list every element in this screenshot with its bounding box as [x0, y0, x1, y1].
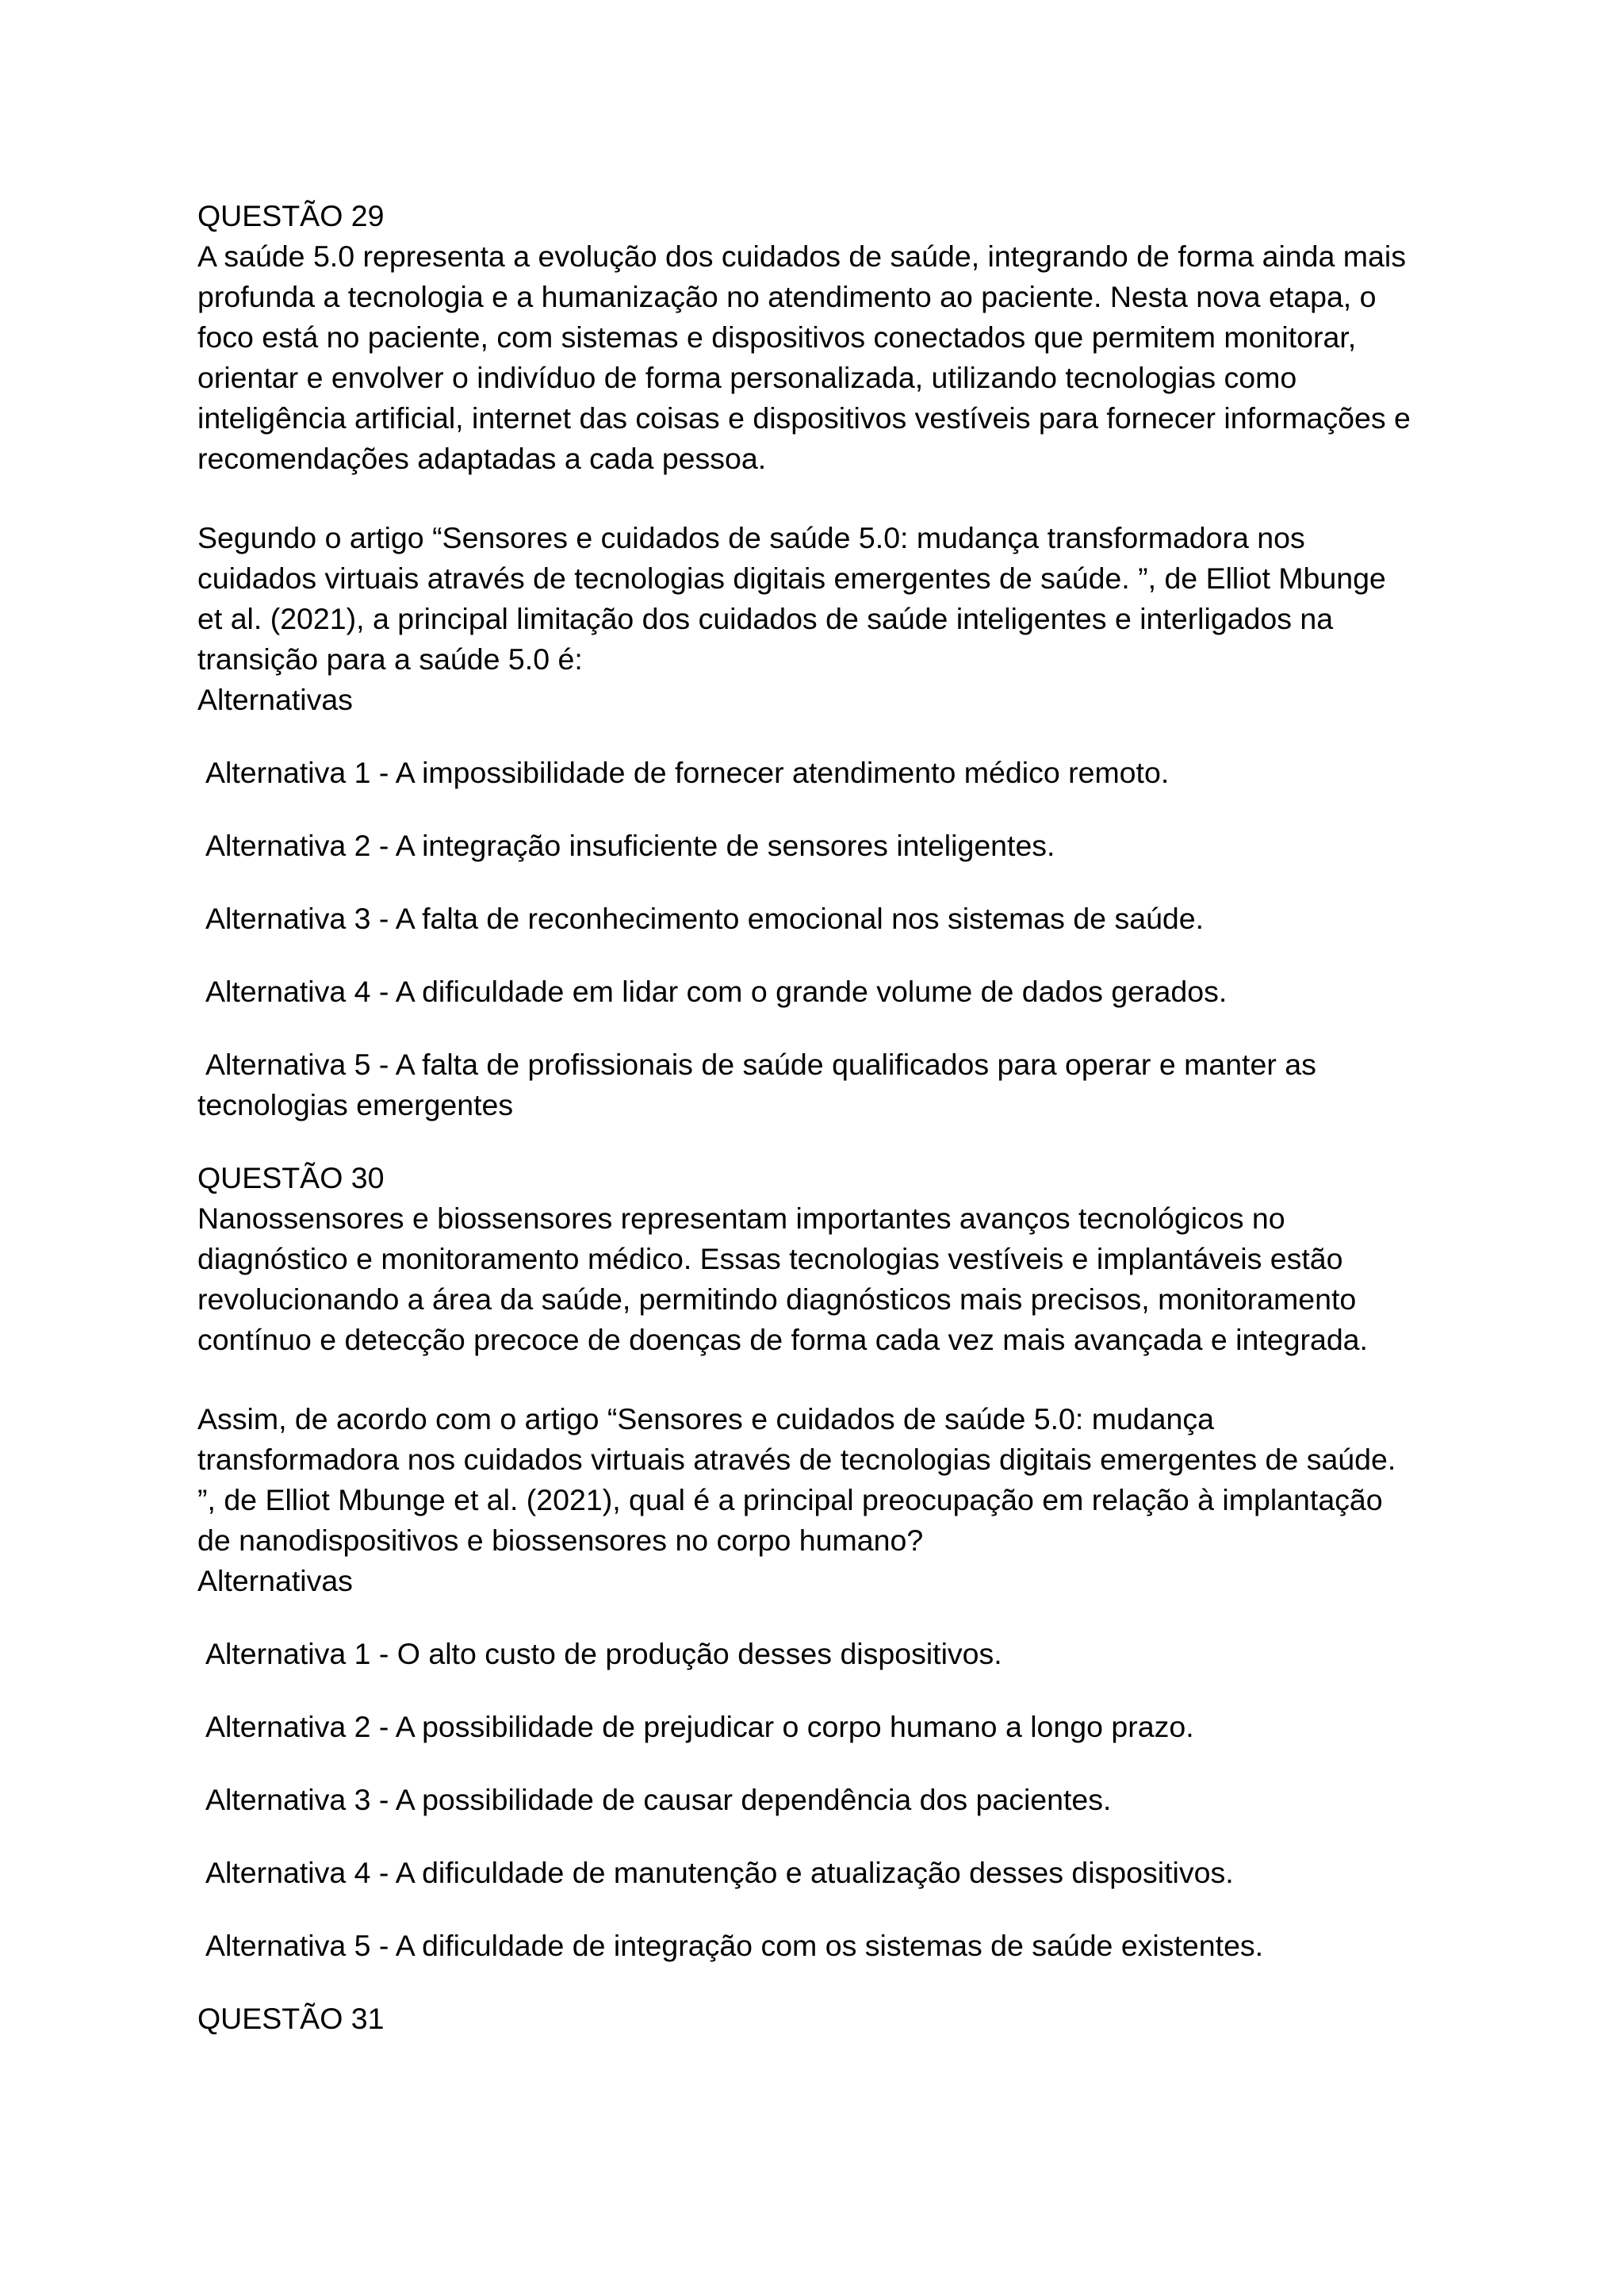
text-line: A saúde 5.0 representa a evolução dos cuidados de saúde, integrando de forma ainda mais [197, 240, 1406, 273]
text-line: cuidados virtuais através de tecnologias digitais emergentes de saúde. ”, de Elliot Mbunge [197, 562, 1386, 595]
text-line: Segundo o artigo “Sensores e cuidados de saúde 5.0: mudança transformadora nos [197, 521, 1305, 554]
alternatives-heading: Alternativas [197, 683, 353, 716]
text-line: Nanossensores e biossensores representam importantes avanços tecnológicos no [197, 1202, 1285, 1235]
text-line: recomendações adaptadas a cada pessoa. [197, 442, 767, 475]
question-31 [197, 1999, 1442, 2039]
text-line: revolucionando a área da saúde, permitindo diagnósticos mais precisos, monitoramento [197, 1282, 1357, 1316]
text-line: diagnóstico e monitoramento médico. Essas tecnologias vestíveis e implantáveis estão [197, 1242, 1343, 1275]
alternative-4: Alternativa 4 - A dificuldade em lidar com o grande volume de dados gerados. [205, 975, 1228, 1008]
alternative-5-continuation: tecnologias emergentes [197, 1088, 514, 1121]
alternatives-list [197, 753, 1442, 1125]
text-line: Assim, de acordo com o artigo “Sensores e cuidados de saúde 5.0: mudança [197, 1402, 1214, 1435]
question-30 [197, 1158, 1442, 1966]
text-line: contínuo e detecção precoce de doenças de forma cada vez mais avançada e integrada. [197, 1323, 1368, 1356]
question-intro [197, 236, 1442, 479]
question-heading: QUESTÃO 29 [197, 199, 385, 232]
text-line: foco está no paciente, com sistemas e dispositivos conectados que permitem monitorar, [197, 320, 1357, 354]
text-line: inteligência artificial, internet das coisas e dispositivos vestíveis para fornecer informações e [197, 401, 1411, 435]
text-line: transição para a saúde 5.0 é: [197, 642, 583, 676]
alternative-1: Alternativa 1 - A impossibilidade de fornecer atendimento médico remoto. [205, 756, 1170, 789]
alternatives-heading: Alternativas [197, 1564, 353, 1597]
question-intro [197, 1198, 1442, 1360]
text-line: transformadora nos cuidados virtuais através de tecnologias digitais emergentes de saúde. [197, 1443, 1396, 1476]
text-line: ”, de Elliot Mbunge et al. (2021), qual é a principal preocupação em relação à implantação [197, 1483, 1383, 1516]
document-page [197, 196, 1442, 2039]
alternative-3: Alternativa 3 - A falta de reconhecimento emocional nos sistemas de saúde. [205, 902, 1205, 935]
text-line: profunda a tecnologia e a humanização no atendimento ao paciente. Nesta nova etapa, o [197, 280, 1377, 313]
alternative-4: Alternativa 4 - A dificuldade de manutenção e atualização desses dispositivos. [205, 1856, 1234, 1889]
question-heading: QUESTÃO 31 [197, 2002, 385, 2035]
alternative-3: Alternativa 3 - A possibilidade de causar dependência dos pacientes. [205, 1783, 1112, 1816]
alternatives-list [197, 1634, 1442, 1966]
text-line: orientar e envolver o indivíduo de forma personalizada, utilizando tecnologias como [197, 361, 1297, 394]
question-heading: QUESTÃO 30 [197, 1161, 385, 1194]
alternative-5: Alternativa 5 - A falta de profissionais de saúde qualificados para operar e manter as [205, 1048, 1316, 1081]
question-prompt [197, 518, 1442, 680]
alternative-5: Alternativa 5 - A dificuldade de integração com os sistemas de saúde existentes. [205, 1929, 1264, 1962]
alternative-2: Alternativa 2 - A possibilidade de prejudicar o corpo humano a longo prazo. [205, 1710, 1194, 1743]
alternative-2: Alternativa 2 - A integração insuficiente de sensores inteligentes. [205, 829, 1055, 862]
alternative-1: Alternativa 1 - O alto custo de produção desses dispositivos. [205, 1637, 1002, 1670]
text-line: et al. (2021), a principal limitação dos cuidados de saúde inteligentes e interligados na [197, 602, 1334, 635]
question-29 [197, 196, 1442, 1125]
text-line: de nanodispositivos e biossensores no corpo humano? [197, 1524, 924, 1557]
question-prompt [197, 1399, 1442, 1561]
